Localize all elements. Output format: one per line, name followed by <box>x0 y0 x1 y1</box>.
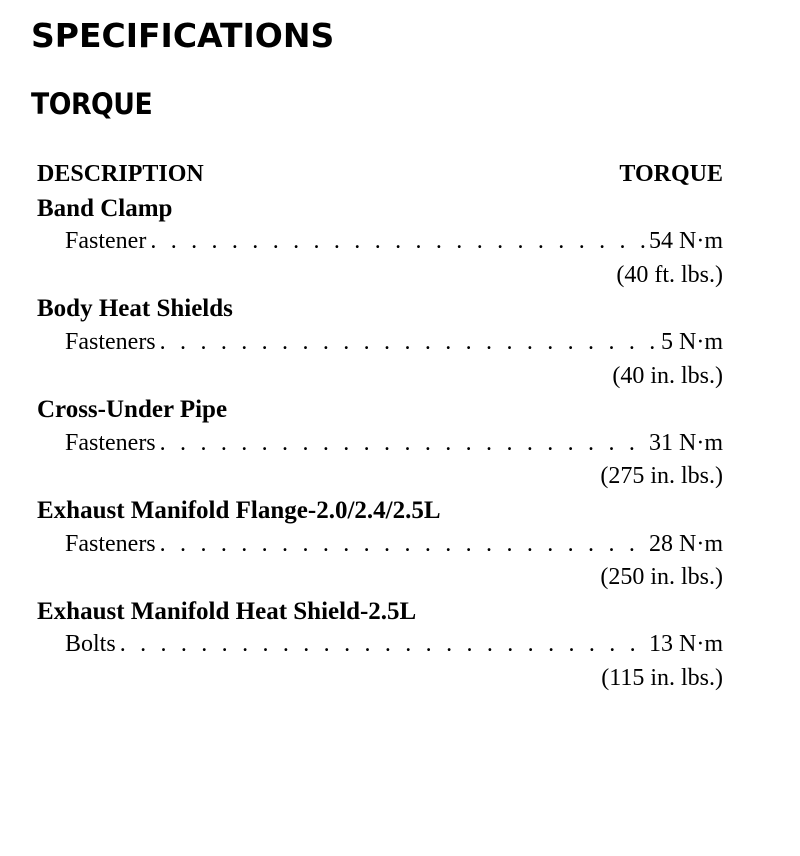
spec-metric-value: 13 N·m <box>649 631 723 658</box>
spec-item-row <box>37 225 723 259</box>
spec-imperial-value: (250 in. lbs.) <box>600 564 723 591</box>
spec-group <box>37 192 723 293</box>
spec-metric-value: 5 N·m <box>661 328 723 355</box>
column-header-description: DESCRIPTION <box>37 161 204 187</box>
spec-group <box>37 595 723 696</box>
spec-item-row <box>37 628 723 662</box>
spec-imperial-value: (275 in. lbs.) <box>600 463 723 490</box>
spec-imperial-value: (40 ft. lbs.) <box>616 261 723 288</box>
spec-group-title: Exhaust Manifold Flange-2.0/2.4/2.5L <box>37 496 441 524</box>
spec-imperial-value: (40 in. lbs.) <box>612 362 723 389</box>
spec-item-row <box>37 326 723 360</box>
section-title: TORQUE <box>31 87 153 121</box>
spec-item-row <box>37 528 723 562</box>
dot-leader <box>156 427 649 461</box>
spec-item-label: Fasteners <box>65 429 156 456</box>
spec-group-title: Cross-Under Pipe <box>37 396 228 424</box>
spec-imperial-value: (115 in. lbs.) <box>601 664 723 691</box>
spec-group-title: Body Heat Shields <box>37 295 233 323</box>
dot-leader <box>146 225 649 259</box>
spec-group-title: Exhaust Manifold Heat Shield-2.5L <box>37 597 417 625</box>
table-header-row <box>37 158 723 192</box>
page-title: SPECIFICATIONS <box>31 16 335 55</box>
column-header-torque: TORQUE <box>619 161 723 187</box>
dot-leader <box>156 528 649 562</box>
torque-table <box>37 158 723 696</box>
spec-group <box>37 292 723 393</box>
spec-item-label: Bolts <box>65 631 116 658</box>
spec-metric-value: 54 N·m <box>649 228 723 255</box>
spec-item-label: Fastener <box>65 228 147 255</box>
dot-leader <box>156 326 661 360</box>
spec-group <box>37 393 723 494</box>
spec-item-row <box>37 427 723 461</box>
dot-leader <box>116 628 649 662</box>
spec-item-label: Fasteners <box>65 328 156 355</box>
spec-metric-value: 31 N·m <box>649 429 723 456</box>
spec-metric-value: 28 N·m <box>649 530 723 557</box>
spec-group-title: Band Clamp <box>37 194 173 222</box>
spec-group <box>37 494 723 595</box>
spec-item-label: Fasteners <box>65 530 156 557</box>
